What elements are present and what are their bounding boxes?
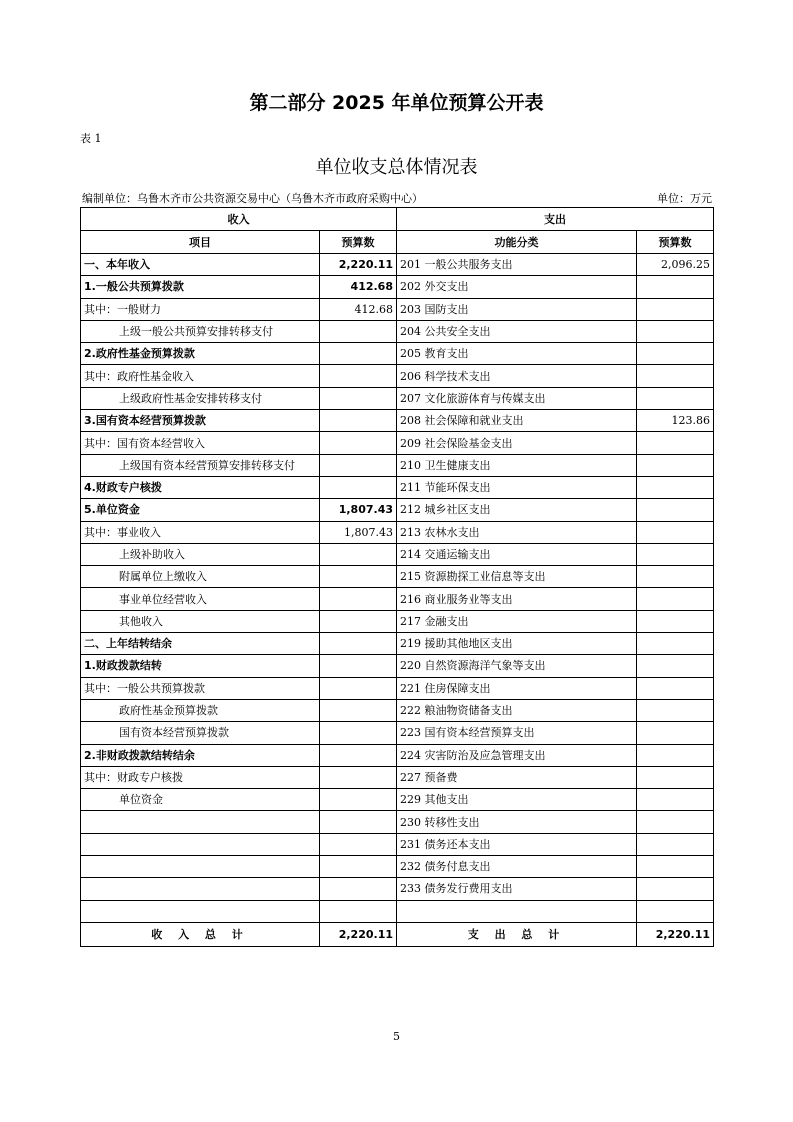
income-item-cell: 5.单位资金 (81, 499, 320, 521)
table-row (81, 655, 714, 677)
table-row (81, 476, 714, 498)
col-budget2-header: 预算数 (637, 231, 714, 254)
income-item-cell: 上级国有资本经营预算安排转移支付 (81, 454, 320, 476)
table-row (81, 276, 714, 298)
table-row (81, 387, 714, 409)
expense-amount-cell (637, 610, 714, 632)
budget-table (80, 207, 714, 947)
expense-function-cell: 208 社会保障和就业支出 (397, 410, 637, 432)
income-amount-cell (320, 744, 397, 766)
table-row (81, 856, 714, 878)
expense-total-label: 支 出 总 计 (397, 922, 637, 946)
expense-amount-cell (637, 521, 714, 543)
table-row (81, 833, 714, 855)
expense-amount-cell (637, 566, 714, 588)
expense-amount-cell (637, 811, 714, 833)
expense-function-cell: 217 金融支出 (397, 610, 637, 632)
expense-amount-cell (637, 476, 714, 498)
table-row (81, 432, 714, 454)
table-row (81, 633, 714, 655)
expense-function-cell: 210 卫生健康支出 (397, 454, 637, 476)
income-item-cell: 其中：一般公共预算拨款 (81, 677, 320, 699)
income-amount-cell (320, 432, 397, 454)
expense-function-cell: 219 援助其他地区支出 (397, 633, 637, 655)
expense-function-cell: 209 社会保险基金支出 (397, 432, 637, 454)
income-amount-cell (320, 655, 397, 677)
table-row (81, 900, 714, 922)
income-amount-cell: 1,807.43 (320, 521, 397, 543)
table-row (81, 699, 714, 721)
table-row (81, 811, 714, 833)
expense-function-cell: 229 其他支出 (397, 789, 637, 811)
income-amount-cell (320, 454, 397, 476)
section-header-row (81, 208, 714, 231)
income-amount-cell (320, 833, 397, 855)
table-row (81, 744, 714, 766)
table-number: 表 1 (80, 132, 102, 145)
page-number: 5 (393, 1030, 400, 1043)
column-header-row (81, 231, 714, 254)
income-item-cell: 附属单位上缴收入 (81, 566, 320, 588)
table-row (81, 320, 714, 342)
income-item-cell: 2.政府性基金预算拨款 (81, 343, 320, 365)
expense-amount-cell (637, 677, 714, 699)
col-item-header: 项目 (81, 231, 320, 254)
income-amount-cell (320, 410, 397, 432)
income-item-cell: 3.国有资本经营预算拨款 (81, 410, 320, 432)
table-row (81, 521, 714, 543)
expense-function-cell: 233 债务发行费用支出 (397, 878, 637, 900)
expense-function-cell: 203 国防支出 (397, 298, 637, 320)
expense-amount-cell (637, 454, 714, 476)
income-amount-cell (320, 365, 397, 387)
income-item-cell: 国有资本经营预算拨款 (81, 722, 320, 744)
income-item-cell: 1.一般公共预算拨款 (81, 276, 320, 298)
expense-amount-cell (637, 789, 714, 811)
expense-function-cell: 222 粮油物资储备支出 (397, 699, 637, 721)
income-item-cell: 政府性基金预算拨款 (81, 699, 320, 721)
income-item-cell: 其中：政府性基金收入 (81, 365, 320, 387)
income-item-cell: 其中：事业收入 (81, 521, 320, 543)
income-amount-cell (320, 543, 397, 565)
expense-amount-cell (637, 343, 714, 365)
table-row (81, 543, 714, 565)
expense-amount-cell (637, 365, 714, 387)
income-total-label: 收 入 总 计 (81, 922, 320, 946)
expense-function-cell: 202 外交支出 (397, 276, 637, 298)
income-item-cell: 事业单位经营收入 (81, 588, 320, 610)
expense-amount-cell (637, 878, 714, 900)
expense-amount-cell (637, 655, 714, 677)
expense-function-cell (397, 900, 637, 922)
compiler-label: 编制单位：乌鲁木齐市公共资源交易中心（乌鲁木齐市政府采购中心） (82, 192, 423, 205)
income-item-cell: 4.财政专户核拨 (81, 476, 320, 498)
income-item-cell: 其中：一般财力 (81, 298, 320, 320)
expense-function-cell: 232 债务付息支出 (397, 856, 637, 878)
expense-function-cell: 205 教育支出 (397, 343, 637, 365)
income-item-cell (81, 833, 320, 855)
expense-amount-cell (637, 276, 714, 298)
expense-function-cell: 231 债务还本支出 (397, 833, 637, 855)
income-item-cell: 一、本年收入 (81, 254, 320, 276)
expense-amount-cell (637, 833, 714, 855)
income-amount-cell (320, 722, 397, 744)
income-amount-cell (320, 588, 397, 610)
table-row (81, 298, 714, 320)
expense-amount-cell (637, 856, 714, 878)
expense-amount-cell (637, 633, 714, 655)
expense-amount-cell (637, 722, 714, 744)
expense-amount-cell (637, 588, 714, 610)
expense-function-cell: 227 预备费 (397, 766, 637, 788)
table-row (81, 499, 714, 521)
income-amount-cell (320, 633, 397, 655)
table-row (81, 677, 714, 699)
expense-amount-cell: 123.86 (637, 410, 714, 432)
total-row (81, 922, 714, 946)
expense-header: 支出 (397, 208, 714, 231)
expense-amount-cell (637, 298, 714, 320)
expense-function-cell: 211 节能环保支出 (397, 476, 637, 498)
income-item-cell (81, 811, 320, 833)
expense-amount-cell (637, 499, 714, 521)
unit-label: 单位：万元 (657, 192, 712, 205)
expense-function-cell: 221 住房保障支出 (397, 677, 637, 699)
income-amount-cell (320, 343, 397, 365)
income-amount-cell (320, 699, 397, 721)
expense-amount-cell (637, 900, 714, 922)
income-total-amount: 2,220.11 (320, 922, 397, 946)
table-row (81, 722, 714, 744)
expense-function-cell: 204 公共安全支出 (397, 320, 637, 342)
expense-function-cell: 220 自然资源海洋气象等支出 (397, 655, 637, 677)
income-amount-cell (320, 387, 397, 409)
expense-amount-cell (637, 320, 714, 342)
table-row (81, 410, 714, 432)
expense-function-cell: 207 文化旅游体育与传媒支出 (397, 387, 637, 409)
expense-function-cell: 213 农林水支出 (397, 521, 637, 543)
income-amount-cell (320, 610, 397, 632)
income-header: 收入 (81, 208, 397, 231)
expense-function-cell: 201 一般公共服务支出 (397, 254, 637, 276)
table-row (81, 365, 714, 387)
table-row (81, 588, 714, 610)
income-item-cell: 二、上年结转结余 (81, 633, 320, 655)
income-item-cell: 上级补助收入 (81, 543, 320, 565)
expense-function-cell: 230 转移性支出 (397, 811, 637, 833)
table-row (81, 454, 714, 476)
income-item-cell: 其他收入 (81, 610, 320, 632)
meta-line (82, 190, 712, 206)
col-function-header: 功能分类 (397, 231, 637, 254)
income-amount-cell: 2,220.11 (320, 254, 397, 276)
income-item-cell: 上级一般公共预算安排转移支付 (81, 320, 320, 342)
income-item-cell (81, 856, 320, 878)
income-amount-cell (320, 900, 397, 922)
income-amount-cell (320, 677, 397, 699)
income-amount-cell (320, 789, 397, 811)
income-item-cell (81, 878, 320, 900)
income-item-cell: 单位资金 (81, 789, 320, 811)
income-amount-cell (320, 878, 397, 900)
expense-amount-cell (637, 387, 714, 409)
table-row (81, 766, 714, 788)
expense-function-cell: 212 城乡社区支出 (397, 499, 637, 521)
table-row (81, 878, 714, 900)
page-title: 第二部分 2025 年单位预算公开表 (249, 92, 544, 114)
table-row (81, 343, 714, 365)
col-budget-header: 预算数 (320, 231, 397, 254)
income-amount-cell (320, 320, 397, 342)
expense-amount-cell (637, 543, 714, 565)
income-amount-cell (320, 811, 397, 833)
income-amount-cell: 412.68 (320, 276, 397, 298)
expense-amount-cell (637, 699, 714, 721)
income-amount-cell: 412.68 (320, 298, 397, 320)
expense-function-cell: 214 交通运输支出 (397, 543, 637, 565)
expense-amount-cell: 2,096.25 (637, 254, 714, 276)
income-amount-cell (320, 566, 397, 588)
income-amount-cell: 1,807.43 (320, 499, 397, 521)
income-item-cell: 其中：国有资本经营收入 (81, 432, 320, 454)
expense-total-amount: 2,220.11 (637, 922, 714, 946)
expense-function-cell: 223 国有资本经营预算支出 (397, 722, 637, 744)
income-amount-cell (320, 476, 397, 498)
expense-amount-cell (637, 766, 714, 788)
income-amount-cell (320, 766, 397, 788)
table-row (81, 789, 714, 811)
expense-function-cell: 206 科学技术支出 (397, 365, 637, 387)
table-subtitle: 单位收支总体情况表 (315, 157, 478, 178)
expense-function-cell: 224 灾害防治及应急管理支出 (397, 744, 637, 766)
income-amount-cell (320, 856, 397, 878)
income-item-cell: 上级政府性基金安排转移支付 (81, 387, 320, 409)
income-item-cell (81, 900, 320, 922)
expense-amount-cell (637, 744, 714, 766)
income-item-cell: 2.非财政拨款结转结余 (81, 744, 320, 766)
table-row (81, 566, 714, 588)
table-row (81, 254, 714, 276)
expense-function-cell: 216 商业服务业等支出 (397, 588, 637, 610)
income-item-cell: 1.财政拨款结转 (81, 655, 320, 677)
income-item-cell: 其中：财政专户核拨 (81, 766, 320, 788)
expense-amount-cell (637, 432, 714, 454)
expense-function-cell: 215 资源勘探工业信息等支出 (397, 566, 637, 588)
table-row (81, 610, 714, 632)
